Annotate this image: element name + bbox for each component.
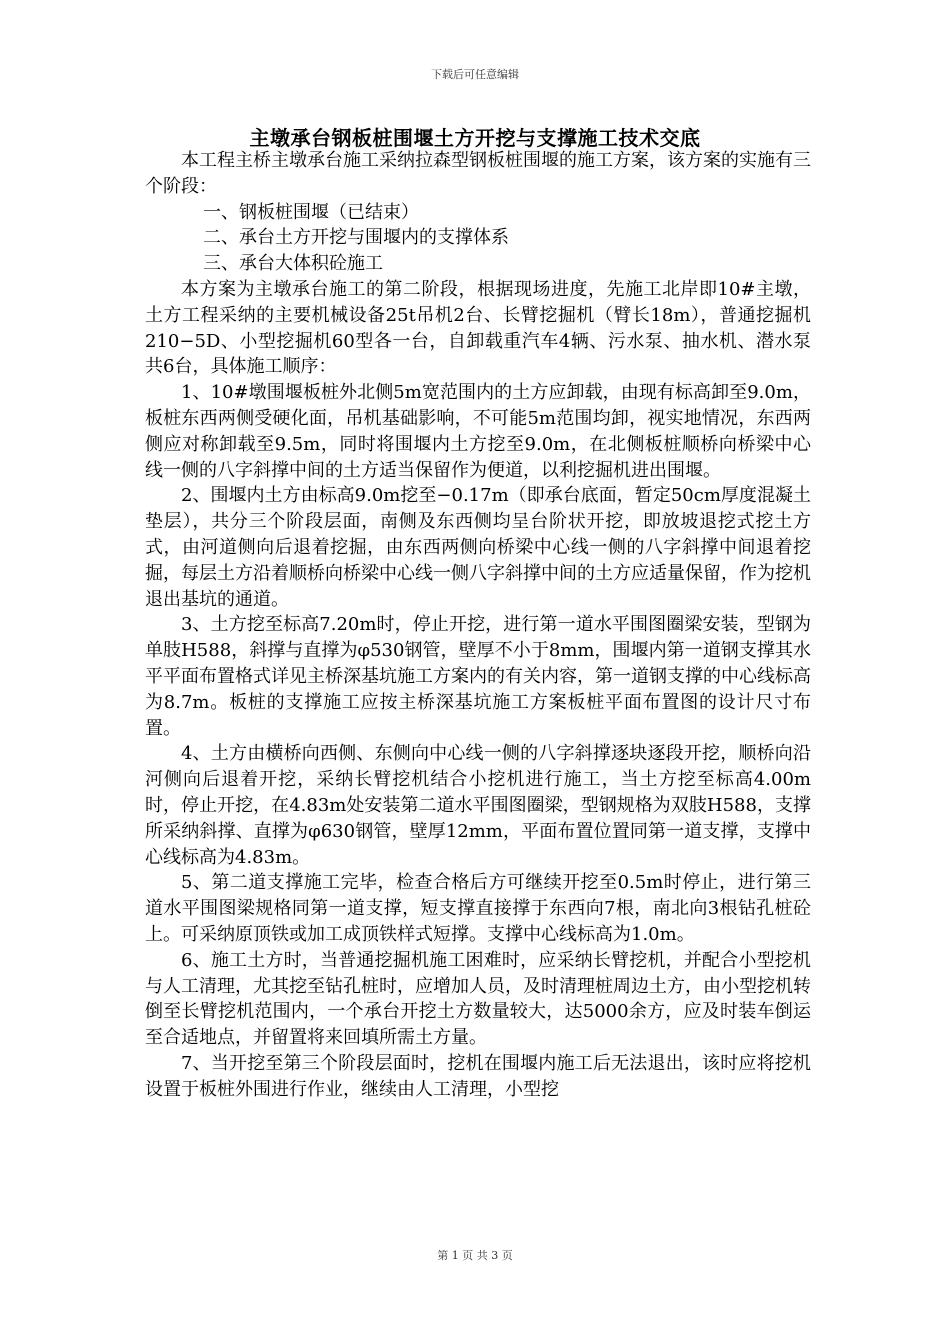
- phase-item-2: 二、承台土方开挖与围堰内的支撑体系: [203, 227, 509, 249]
- document-body: [145, 148, 811, 1102]
- step-paragraph-5: 5、第二道支撑施工完毕，检查合格后方可继续开挖至0.5m时停止，进行第三道水平围图梁规格同第一道支撑，短支撑直接撑于东西向7根，南北向3根钻孔桩砼上。可采纳原顶铁或加工成顶铁样式短撑。支撑中心线标高为1.0m。: [145, 872, 811, 945]
- step-paragraph-6: 6、施工土方时，当普通挖掘机施工困难时，应采纳长臂挖机，并配合小型挖机与人工清理，尤其挖至钻孔桩时，应增加人员，及时清理桩周边土方，由小型挖机转倒至长臂挖机范围内，一个承台开挖土方数量较大，达5000余方，应及时装车倒运至合适地点，并留置将来回填所需土方量。: [145, 949, 811, 1049]
- step-paragraph-7: 7、当开挖至第三个阶段层面时，挖机在围堰内施工后无法退出，该时应将挖机设置于板桩外围进行作业，继续由人工清理，小型挖: [145, 1052, 811, 1100]
- step-paragraph-4: 4、土方由横桥向西侧、东侧向中心线一侧的八字斜撑逐块逐段开挖，顺桥向沿河侧向后退着开挖，采纳长臂挖机结合小挖机进行施工，当土方挖至标高4.00m时，停止开挖，在4.83m处安装第二道水平围图圈梁，型钢规格为双肢H588，支撑所采纳斜撑、直撑为φ630钢管，壁厚12mm，平面布置位置同第一道支撑，支撑中心线标高为4.83m。: [145, 743, 811, 868]
- document-title: 主墩承台钢板桩围堰土方开挖与支撑施工技术交底: [249, 126, 701, 150]
- page-number: 第 1 页 共 3 页: [437, 1249, 513, 1262]
- step-paragraph-3: 3、土方挖至标高7.20m时，停止开挖，进行第一道水平围图圈梁安装，型钢为单肢H588，斜撑与直撑为φ530钢管，壁厚不小于8mm，围堰内第一道钢支撑其水平平面布置格式详见主桥深基坑施工方案内的有关内容，第一道钢支撑的中心线标高为8.7m。板桩的支撑施工应按主桥深基坑施工方案板桩平面布置图的设计尺寸布置。: [145, 614, 811, 739]
- phase-item-3: 三、承台大体积砼施工: [203, 253, 383, 275]
- step-paragraph-1: 1、10#墩围堰板桩外北侧5m宽范围内的土方应卸载，由现有标高卸至9.0m，板桩东西两侧受硬化面，吊机基础影响，不可能5m范围均卸，视实地情况，东西两侧应对称卸载至9.5m，同时将围堰内土方挖至9.0m，在北侧板桩顺桥向桥梁中心线一侧的八字斜撑中间的土方适当保留作为便道，以利挖掘机进出围堰。: [145, 382, 811, 481]
- phase-item-1: 一、钢板桩围堰（已结束）: [203, 201, 419, 223]
- step-paragraph-2: 2、围堰内土方由标高9.0m挖至−0.17m（即承台底面，暂定50cm厚度混凝土垫层），共分三个阶段层面，南侧及东西侧均呈台阶状开挖，即放坡退挖式挖土方式，由河道侧向后退着挖掘，由东西两侧向桥梁中心线一侧的八字斜撑中间退着挖掘，每层土方沿着顺桥向桥梁中心线一侧八字斜撑中间的土方应适量保留，作为挖机退出基坑的通道。: [145, 485, 811, 610]
- intro-paragraph: 本工程主桥主墩承台施工采纳拉森型钢板桩围堰的施工方案，该方案的实施有三个阶段：: [145, 150, 811, 197]
- header-note: 下载后可任意编辑: [431, 68, 519, 81]
- overview-paragraph: 本方案为主墩承台施工的第二阶段，根据现场进度，先施工北岸即10#主墩，土方工程采纳的主要机械设备25t吊机2台、长臂挖掘机（臂长18m），普通挖掘机210−5D、小型挖掘机60型各一台，自卸载重汽车4辆、污水泵、抽水机、潜水泵共6台，具体施工顺序：: [145, 278, 811, 378]
